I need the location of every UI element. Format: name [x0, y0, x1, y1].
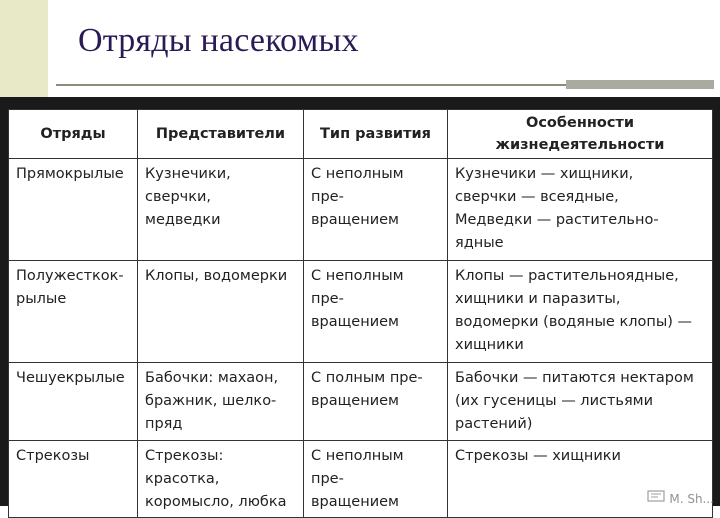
title-divider-thin: [56, 84, 566, 86]
cell-representatives: Стрекозы: красотка, коромысло, любка: [138, 441, 304, 518]
header-features: Особенности жизнедеятельности: [448, 110, 713, 159]
cell-features: Бабочки — питаются нектаром (их гусеницы — листьями растений): [448, 363, 713, 441]
header-development-type: Тип развития: [304, 110, 448, 159]
cell-development: С неполным пре- вращением: [304, 261, 448, 363]
slide-accent-block: [0, 0, 48, 97]
insect-orders-table: [8, 109, 713, 518]
table-row: [9, 363, 713, 441]
table-header-row: [9, 110, 713, 159]
header-orders: Отряды: [9, 110, 138, 159]
table-row: [9, 159, 713, 261]
title-divider-thick: [566, 80, 714, 89]
cell-representatives: Бабочки: махаон, бражник, шелко- пряд: [138, 363, 304, 441]
cell-features: Стрекозы — хищники: [448, 441, 713, 518]
cell-features: Клопы — растительноядные, хищники и паразиты, водомерки (водяные клопы) — хищники: [448, 261, 713, 363]
cell-development: С неполным пре- вращением: [304, 441, 448, 518]
header-representatives: Представители: [138, 110, 304, 159]
cell-order: Полужесткок- рылые: [9, 261, 138, 363]
cell-development: С неполным пре- вращением: [304, 159, 448, 261]
cell-features: Кузнечики — хищники, сверчки — всеядные, Медведки — растительно- ядные: [448, 159, 713, 261]
cell-development: С полным пре- вращением: [304, 363, 448, 441]
cell-order: Прямокрылые: [9, 159, 138, 261]
watermark-text: M. Sh...: [669, 492, 714, 506]
presentation-icon: [647, 490, 665, 506]
table-row: [9, 261, 713, 363]
cell-representatives: Кузнечики, сверчки, медведки: [138, 159, 304, 261]
cell-representatives: Клопы, водомерки: [138, 261, 304, 363]
cell-order: Чешуекрылые: [9, 363, 138, 441]
slide-title: Отряды насекомых: [78, 22, 359, 59]
cell-order: Стрекозы: [9, 441, 138, 518]
watermark: [647, 492, 714, 506]
